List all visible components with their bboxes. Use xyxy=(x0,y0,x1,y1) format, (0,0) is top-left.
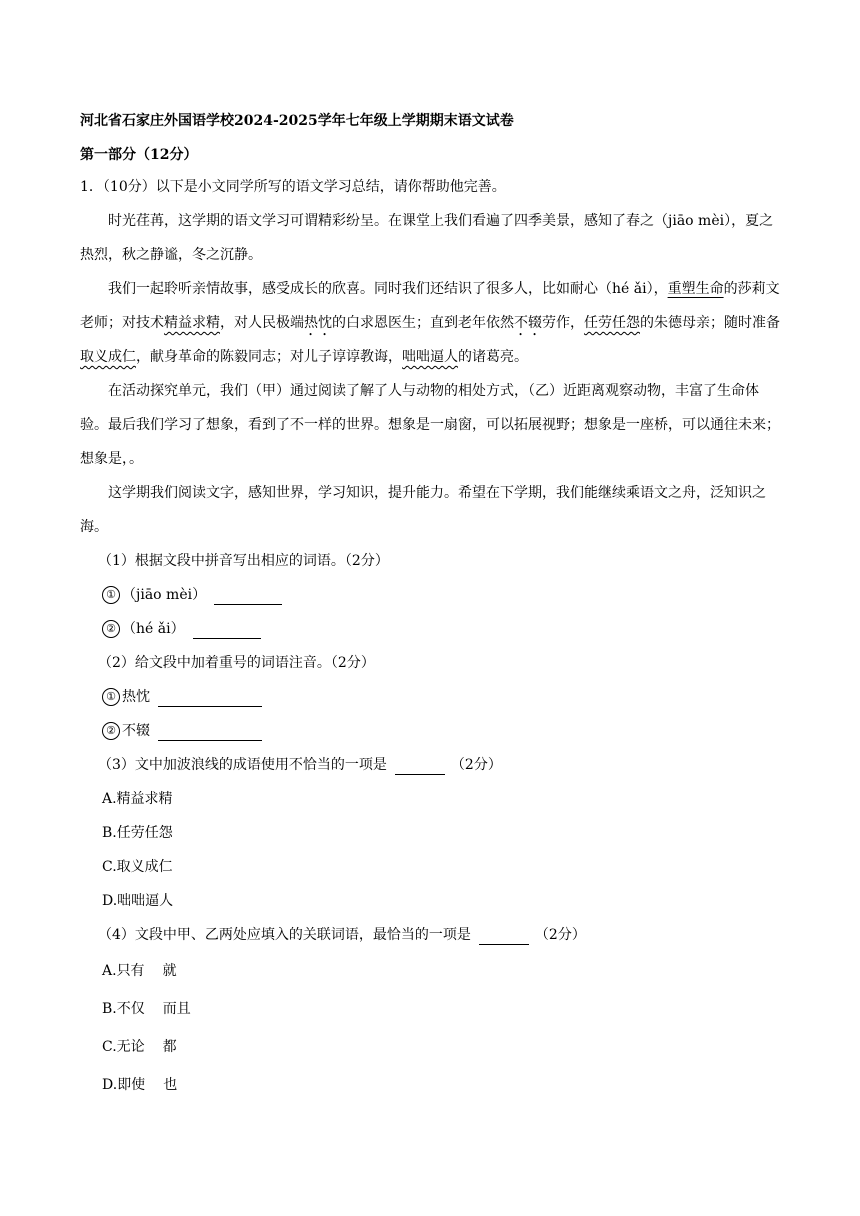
answer-blank[interactable] xyxy=(193,620,261,639)
wavy-idiom: 取义成仁 xyxy=(80,349,136,365)
answer-line: ① 热忱 xyxy=(80,680,780,714)
subquestion-3: （3）文中加波浪线的成语使用不恰当的一项是 （2分） xyxy=(98,757,502,773)
circled-number: ① xyxy=(102,688,120,706)
question-1-intro: 1．（10分）以下是小文同学所写的语文学习总结，请你帮助他完善。 xyxy=(80,179,506,195)
subquestion-2: （2）给文段中加着重号的词语注音。（2分） xyxy=(98,655,375,671)
option-c: C.无论 都 xyxy=(102,1039,177,1055)
exam-title: 河北省石家庄外国语学校2024-2025学年七年级上学期期末语文试卷 xyxy=(80,113,514,129)
section-heading: 第一部分（12分） xyxy=(80,147,198,163)
underlined-phrase: 重塑生命 xyxy=(667,281,724,297)
passage-paragraph-4: 这学期我们阅读文字，感知世界，学习知识，提升能力。希望在下学期，我们能继续乘语文之舟，泛知识之海。 xyxy=(80,485,766,535)
option-a: A.精益求精 xyxy=(102,791,173,807)
option-d: D.即使 也 xyxy=(102,1077,178,1093)
exam-content xyxy=(80,108,780,1104)
answer-line: ① （jiāo mèi） xyxy=(80,578,780,612)
wavy-idiom: 精益求精 xyxy=(164,315,220,331)
option-b: B.不仅 而且 xyxy=(102,1001,191,1017)
option-b: B.任劳任怨 xyxy=(102,825,173,841)
circled-number: ② xyxy=(102,722,120,740)
circled-number: ② xyxy=(102,620,120,638)
answer-line: ② （hé ǎi） xyxy=(80,612,780,646)
option-c: C.取义成仁 xyxy=(102,859,173,875)
option-a: A.只有 就 xyxy=(102,963,177,979)
option-d: D.咄咄逼人 xyxy=(102,893,174,909)
answer-blank[interactable] xyxy=(214,586,282,605)
answer-blank[interactable] xyxy=(479,926,529,945)
wavy-idiom: 咄咄逼人 xyxy=(402,349,458,365)
subquestion-1: （1）根据文段中拼音写出相应的词语。（2分） xyxy=(98,553,389,569)
wavy-idiom: 任劳任怨 xyxy=(584,315,640,331)
answer-blank[interactable] xyxy=(395,756,445,775)
dotted-word: 不辍 xyxy=(514,315,542,331)
dotted-word: 热忱 xyxy=(304,315,332,331)
answer-line: ② 不辍 xyxy=(80,714,780,748)
answer-blank[interactable] xyxy=(158,688,262,707)
passage-paragraph-3: 在活动探究单元，我们（甲）通过阅读了解了人与动物的相处方式，（乙）近距离观察动物，丰富了生命体验。最后我们学习了想象，看到了不一样的世界。想象是一扇窗，可以拓展视野；想象是一座桥，可以通往未来；想象是，。 xyxy=(80,383,780,467)
circled-number: ① xyxy=(102,586,120,604)
answer-blank[interactable] xyxy=(158,722,262,741)
subquestion-4: （4）文段中甲、乙两处应填入的关联词语，最恰当的一项是 （2分） xyxy=(98,927,586,943)
passage-paragraph-1: 时光荏苒，这学期的语文学习可谓精彩纷呈。在课堂上我们看遍了四季美景，感知了春之（jiāo mèi），夏之热烈，秋之静谧，冬之沉静。 xyxy=(80,213,774,263)
passage-paragraph-2: 我们一起聆听亲情故事，感受成长的欣喜。同时我们还结识了很多人，比如耐心（hé ǎi），重塑生命的莎莉文老师；对技术精益求精，对人民极端热忱的白求恩医生；直到老年依然不辍劳作，任劳任怨的朱德母亲；随时准备取义成仁，献身革命的陈毅同志；对儿子谆谆教诲，咄咄逼人的诸葛亮。 xyxy=(80,281,780,365)
